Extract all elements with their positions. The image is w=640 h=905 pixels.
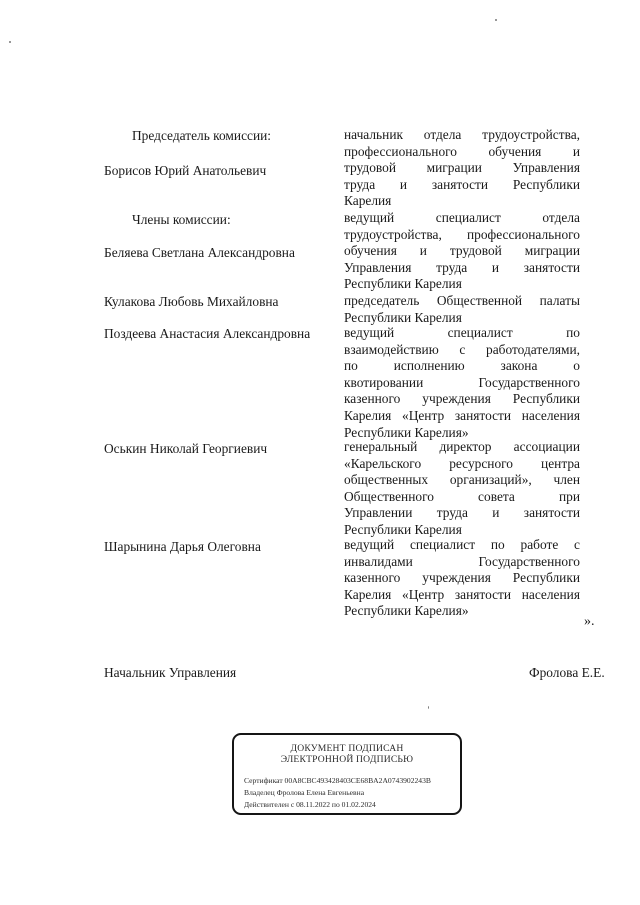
- position-line: Общественного совета при: [344, 488, 580, 504]
- members-heading: Члены комиссии:: [132, 212, 231, 227]
- position-line: Карелия: [344, 193, 392, 209]
- position-line: по исполнению закона о: [344, 358, 580, 374]
- position-line: обучения и трудовой миграции: [344, 243, 580, 259]
- signer-title: Начальник Управления: [104, 665, 237, 680]
- position-line: взаимодействию с работодателями,: [344, 341, 580, 357]
- position-line: Управлении труда и занятости: [344, 505, 580, 521]
- position-line: квотировании Государственного: [344, 374, 580, 390]
- position-line: Республики Карелия: [344, 309, 462, 325]
- position-line: Республики Карелия»: [344, 603, 469, 619]
- position-line: Управления труда и занятости: [344, 259, 580, 275]
- scan-speck: [428, 706, 429, 709]
- member-position: [344, 293, 580, 326]
- signer-name: Фролова Е.Е.: [529, 665, 605, 680]
- scan-speck: [9, 41, 11, 43]
- position-line: казенного учреждения Республики: [344, 391, 580, 407]
- stamp-owner: Владелец Фролова Елена Евгеньевна: [244, 788, 365, 797]
- position-line: Карелия «Центр занятости населения: [344, 407, 580, 423]
- member-name: Оськин Николай Георгиевич: [104, 441, 268, 456]
- position-line: «Карельского ресурсного центра: [344, 455, 580, 471]
- position-line: трудовой миграции Управления: [344, 160, 580, 176]
- position-line: Республики Карелия: [344, 276, 462, 292]
- member-name: Шарынина Дарья Олеговна: [104, 539, 261, 554]
- stamp-certificate: Сертификат 00A8CBC493428403CE68BA2A0743902243B: [244, 776, 431, 785]
- member-position: [344, 439, 580, 539]
- position-line: председатель Общественной палаты: [344, 293, 580, 308]
- position-line: Республики Карелия»: [344, 424, 469, 440]
- member-name: Кулакова Любовь Михайловна: [104, 294, 279, 309]
- stamp-validity: Действителен с 08.11.2022 по 01.02.2024: [244, 800, 376, 809]
- position-line: начальник отдела трудоустройства,: [344, 127, 580, 142]
- position-line: Республики Карелия: [344, 521, 462, 537]
- stamp-title-line: ДОКУМЕНТ ПОДПИСАН: [290, 743, 404, 754]
- position-line: труда и занятости Республики: [344, 176, 580, 192]
- position-line: ведущий специалист по: [344, 325, 580, 340]
- chair-name: Борисов Юрий Анатольевич: [104, 163, 267, 178]
- position-line: трудоустройства, профессионального: [344, 226, 580, 242]
- position-line: инвалидами Государственного: [344, 553, 580, 569]
- e-signature-stamp: [232, 733, 462, 815]
- position-line: ведущий специалист по работе с: [344, 537, 580, 552]
- chair-position: [344, 127, 580, 210]
- member-name: Поздеева Анастасия Александровна: [104, 326, 311, 341]
- member-position: [344, 325, 580, 441]
- closing-quote: ».: [584, 614, 595, 629]
- scan-speck: [495, 19, 497, 21]
- stamp-title-line: ЭЛЕКТРОННОЙ ПОДПИСЬЮ: [280, 754, 414, 765]
- member-name: Беляева Светлана Александровна: [104, 245, 295, 260]
- position-line: Карелия «Центр занятости населения: [344, 586, 580, 602]
- position-line: генеральный директор ассоциации: [344, 439, 580, 454]
- chair-heading: Председатель комиссии:: [132, 128, 272, 143]
- position-line: ведущий специалист отдела: [344, 210, 580, 225]
- position-line: казенного учреждения Республики: [344, 570, 580, 586]
- member-position: [344, 537, 580, 620]
- position-line: профессионального обучения и: [344, 143, 580, 159]
- position-line: общественных организаций», член: [344, 472, 580, 488]
- member-position: [344, 210, 580, 293]
